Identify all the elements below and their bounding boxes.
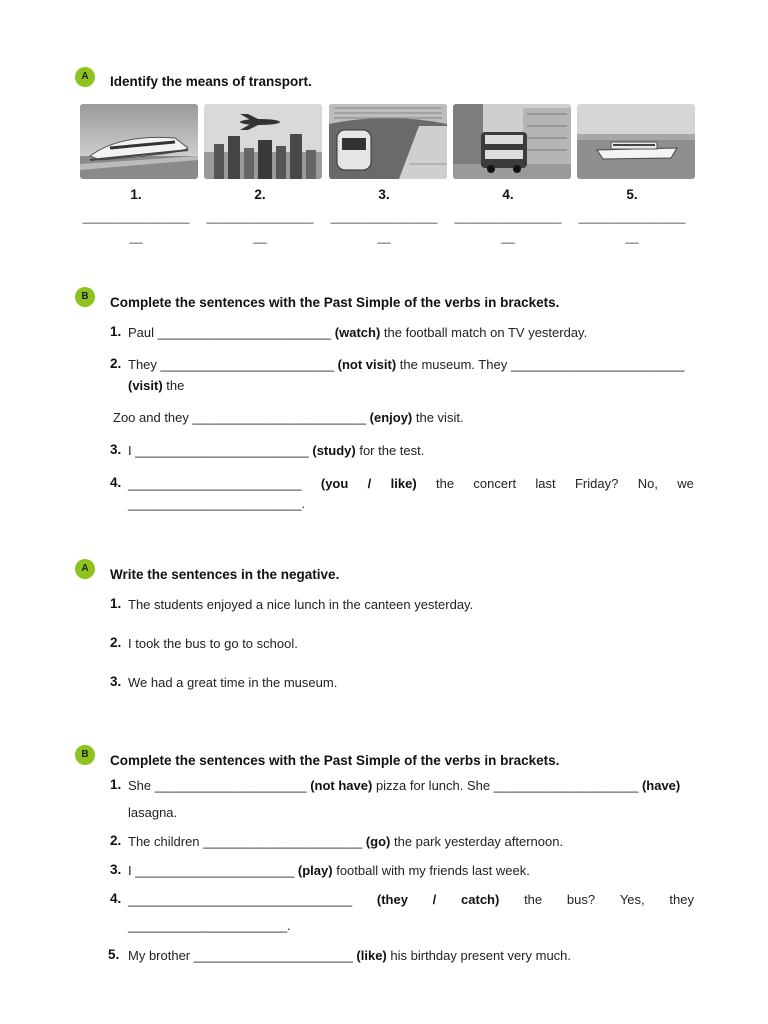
exercise-sentence: My brother ______________________ (like) his birthday present very much. [128,948,572,963]
section-badge-a: A [75,559,95,579]
exercise-sentence: I took the bus to go to school. [128,636,298,651]
exercise-sentence: lasagna. [128,805,178,820]
exercise-sentence: The students enjoyed a nice lunch in the canteen yesterday. [128,597,474,612]
item-number: 3. [110,862,122,877]
item-number: 3. [378,187,390,202]
answer-blank[interactable]: ________________ __ [82,210,190,244]
item-number: 1. [110,596,122,611]
item-number: 3. [110,674,122,689]
exercise-sentence: I ______________________ (play) football with my friends last week. [128,863,530,878]
item-number: 5. [108,947,120,962]
exercise-sentence: Zoo and they ________________________ (enjoy) the visit. [113,410,464,425]
exercise-sentence: Paul ________________________ (watch) the football match on TV yesterday. [128,325,588,340]
exercise-sentence: They ________________________ (not visit) the museum. They ________________________ [128,357,685,372]
answer-blank[interactable]: ______________________. [128,918,291,933]
answer-blank[interactable]: ______________________ [203,834,363,849]
exercise-sentence: (visit) the [128,378,185,393]
item-number: 2. [110,833,122,848]
exercise-sentence: _______________________________ (they / catch) the bus? Yes, they [128,892,694,907]
item-number: 4. [110,891,122,906]
item-number: 2. [110,635,122,650]
item-number: 1. [130,187,142,202]
item-number: 1. [110,324,122,339]
answer-blank[interactable]: ________________________ [510,357,685,372]
answer-blank[interactable]: ________________ __ [578,210,686,244]
exercise-sentence: The children ______________________ (go) the park yesterday afternoon. [128,834,564,849]
exercise-sentence: ________________________ (you / like) the concert last Friday? No, we [128,476,694,491]
item-number: 5. [626,187,638,202]
answer-blank[interactable]: ______________________ [193,948,353,963]
answer-blank[interactable]: ________________ __ [454,210,562,244]
section-badge-b: B [75,287,95,307]
section-title: Identify the means of transport. [110,74,312,89]
item-number: 2. [110,356,122,371]
exercise-sentence: I ________________________ (study) for the test. [128,443,425,458]
answer-blank[interactable]: ________________________. [128,496,306,511]
answer-blank[interactable]: ______________________ [135,863,295,878]
item-number: 4. [110,475,122,490]
answer-blank[interactable]: ________________ __ [330,210,438,244]
item-number: 4. [502,187,514,202]
section-title: Complete the sentences with the Past Simple of the verbs in brackets. [110,295,560,310]
answer-blank[interactable]: ________________ __ [206,210,314,244]
answer-blank[interactable]: _____________________ [154,778,307,793]
answer-blank[interactable]: ________________________ [192,410,367,425]
answer-blank[interactable]: ________________________ [135,443,309,458]
exercise-sentence: She _____________________ (not have) pizza for lunch. She ____________________ (have) [128,778,681,793]
section-title: Write the sentences in the negative. [110,567,340,582]
answer-blank[interactable]: ________________________ [160,357,335,372]
item-number: 1. [110,777,122,792]
boat-photo [577,104,695,179]
answer-blank[interactable]: ____________________ [493,778,639,793]
double-decker-bus-photo [453,104,571,179]
section-badge-b: B [75,745,95,765]
answer-blank[interactable]: _______________________________ [128,892,353,907]
high-speed-train-photo [80,104,198,179]
exercise-sentence: We had a great time in the museum. [128,675,338,690]
underground-train-photo [329,104,447,179]
section-badge-a: A [75,67,95,87]
airplane-photo [204,104,322,179]
item-number: 2. [254,187,266,202]
answer-blank[interactable]: ________________________ [157,325,332,340]
item-number: 3. [110,442,122,457]
answer-blank[interactable]: ________________________ [128,476,302,491]
section-title: Complete the sentences with the Past Simple of the verbs in brackets. [110,753,560,768]
